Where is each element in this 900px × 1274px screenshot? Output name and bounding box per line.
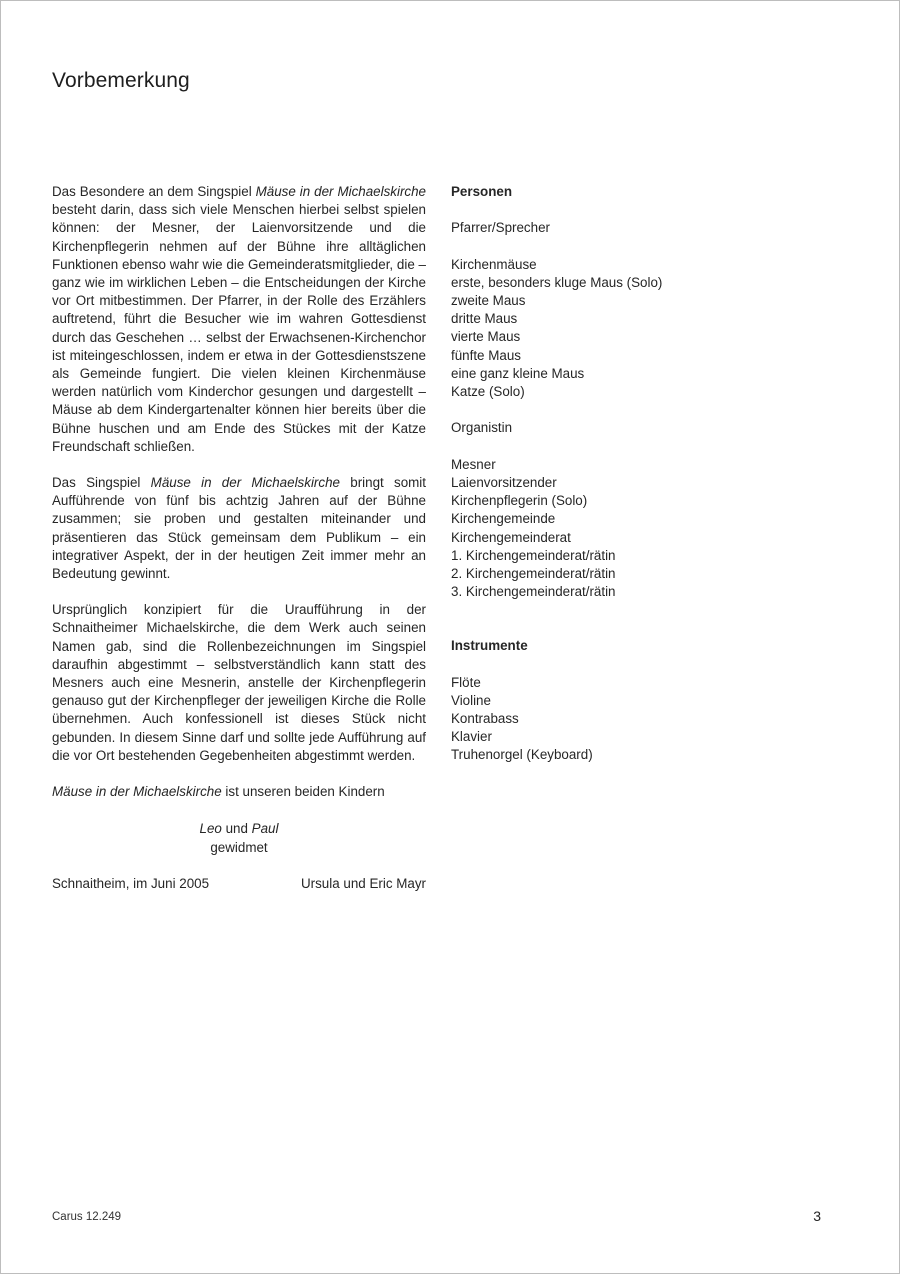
cast-item: dritte Maus xyxy=(451,311,518,327)
cast-group xyxy=(451,219,831,237)
work-title: Mäuse in der Michaelskirche xyxy=(255,184,427,199)
signature-line xyxy=(52,875,426,893)
instrument-item: Truhenorgel (Keyboard) xyxy=(451,747,593,763)
authors: Ursula und Eric Mayr xyxy=(300,876,426,892)
cast-group xyxy=(451,419,831,437)
instrument-item: Klavier xyxy=(451,729,492,745)
cast-group xyxy=(451,456,831,602)
cast-item: 3. Kirchengemeinderat/rätin xyxy=(451,584,616,600)
cast-item: Kirchengemeinde xyxy=(451,511,556,527)
page-title: Vorbemerkung xyxy=(52,69,190,92)
cast-item: zweite Maus xyxy=(451,293,526,308)
cast-item: Mesner xyxy=(451,456,496,472)
cast-item: Laienvorsitzender xyxy=(451,475,557,490)
child-name: Paul xyxy=(251,821,279,837)
instrument-item: Violine xyxy=(451,692,491,708)
cast-item: eine ganz kleine Maus xyxy=(451,365,585,381)
work-title: Mäuse in der Michaelskirche xyxy=(150,475,340,491)
instrumente-heading: Instrumente xyxy=(451,638,528,654)
personen-heading: Personen xyxy=(451,184,513,199)
instrument-item: Kontrabass xyxy=(451,711,519,727)
paragraph-4: Mäuse in der Michaelskirche ist unseren beiden Kindern xyxy=(52,784,385,800)
work-title: Mäuse in der Michaelskirche xyxy=(52,784,222,800)
instrument-list xyxy=(451,674,831,765)
cast-group xyxy=(451,256,831,402)
page-number: 3 xyxy=(813,1208,821,1224)
paragraph-3: Ursprünglich konzipiert für die Uraufführung in der Schnaitheimer Michaelskirche, die dem Werk auch seinen Namen gab, sind die Rollenbezeichnungen im Singspiel daraufhin abgestimmt – selbstverständlich kann statt des Mesners auch eine Mesnerin, anstelle der Kirchenpflegerin genauso gut der Kirchenpfleger der jeweiligen Kirche die Rolle übernehmen. Auch konfessionell ist dieses Stück nicht gebunden. In diesem Sinne darf und sollte jede Aufführung auf die vor Ort bestehenden Gegebenheiten abgestimmt werden. xyxy=(52,602,426,763)
cast-item: erste, besonders kluge Maus (Solo) xyxy=(451,274,663,290)
catalog-number: Carus 12.249 xyxy=(52,1211,122,1223)
cast-item: Kirchenmäuse xyxy=(451,256,537,272)
cast-item: 2. Kirchengemeinderat/rätin xyxy=(451,566,616,582)
cast-list xyxy=(451,183,831,783)
cast-item: fünfte Maus xyxy=(451,347,521,363)
cast-item: Pfarrer/Sprecher xyxy=(451,220,550,236)
paragraph-1: Das Besondere an dem Singspiel Mäuse in der Michaelskirche besteht darin, dass sich viele Menschen hierbei selbst spielen können: der Mesner, der Laienvorsitzende und die Kirchenpflegerin nehmen auf der Bühne ihre alltäglichen Funktionen ebenso wahr wie die Gemeinderatsmitglieder, die – ganz wie im wirklichen Leben – die Entscheidungen der Kirche vor Ort mitbestimmen. Der Pfarrer, in der Rolle des Erzählers auftretend, führt die Besucher wie im wahren Gottesdienst durch das Geschehen … selbst der Erwachsenen-Kirchenchor ist miteingeschlossen, indem er etwa in der Gottesdienstszene als Gemeinde fungiert. Die vielen kleinen Kirchenmäuse werden natürlich vom Kinderchor gesungen und dargestellt – Mäuse ab dem Kindergartenalter können hier bereits über die Bühne huschen und am Ende des Stückes mit der Katze Freundschaft schließen. xyxy=(52,184,427,454)
cast-item: Kirchengemeinderat xyxy=(451,529,571,545)
instrument-item: Flöte xyxy=(451,674,481,690)
preface-text xyxy=(52,183,426,894)
child-name: Leo xyxy=(199,821,222,837)
place-date: Schnaitheim, im Juni 2005 xyxy=(52,876,210,892)
cast-item: vierte Maus xyxy=(451,329,521,345)
cast-item: Organistin xyxy=(451,420,513,436)
cast-item: Kirchenpflegerin (Solo) xyxy=(451,493,588,509)
paragraph-2: Das Singspiel Mäuse in der Michaelskirche bringt somit Aufführende von fünf bis achtzig Jahren auf der Bühne zusammen; sie proben und gestalten miteinander und präsentieren das Stück gemeinsam dem Publikum – ein integrativer Aspekt, der in der heutigen Zeit immer mehr an Bedeutung gewinnt. xyxy=(52,475,426,582)
cast-item: Katze (Solo) xyxy=(451,384,525,400)
cast-item: 1. Kirchengemeinderat/rätin xyxy=(451,547,616,563)
dedication: Leo und Paul gewidmet xyxy=(199,821,279,856)
